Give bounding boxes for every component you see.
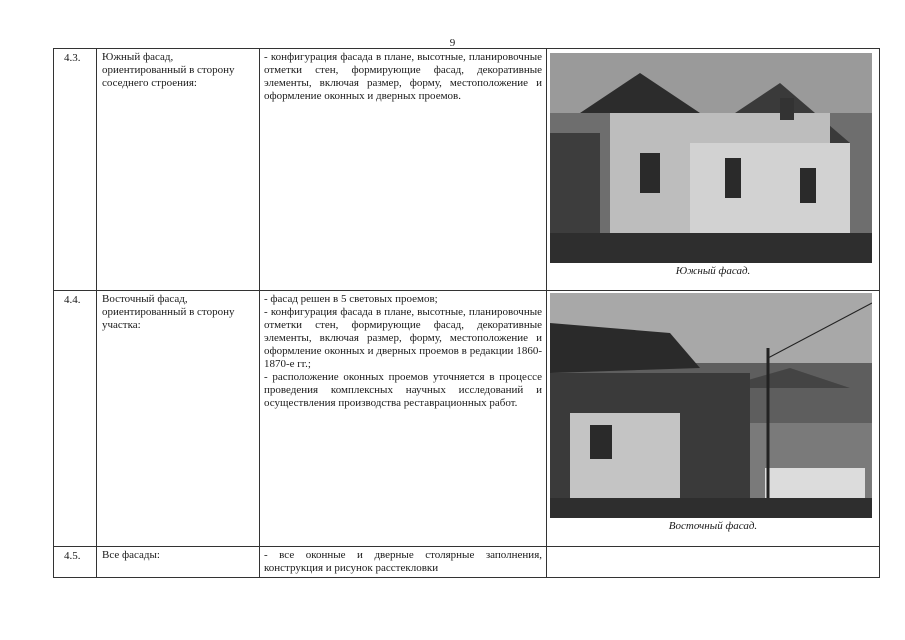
row-paragraph: - расположение оконных проемов уточняется в процессе проведения комплексных научных исследований и осуществления производства реставрационных работ. (264, 371, 542, 409)
row-text-cell (260, 291, 547, 547)
photo-caption: Восточный фасад. (668, 520, 758, 532)
row-number: 4.5. (64, 550, 81, 562)
row-paragraph: - все оконные и дверные столярные заполнения, конструкция и рисунок расстекловки (264, 549, 542, 574)
row-paragraph: - конфигурация фасада в плане, высотные, планировочные отметки стен, формирующие фасад, декоративные элементы, включая размер, форму, местоположение и оформление оконных и дверных проемов в редакции 1860-1870-е гг.; (264, 306, 542, 370)
row-name: Южный фасад, ориентированный в сторону соседнего строения: (102, 51, 235, 89)
row-name-cell (97, 291, 260, 547)
row-name: Восточный фасад, ориентированный в сторону участка: (102, 293, 235, 331)
row-number-cell (54, 291, 97, 547)
row-text-cell (260, 547, 547, 578)
row-text (260, 547, 546, 575)
table-row (54, 547, 880, 578)
row-text (260, 291, 546, 410)
row-number: 4.4. (64, 294, 81, 306)
row-name-cell (97, 49, 260, 291)
photo-caption: Южный фасад. (675, 265, 751, 277)
row-number: 4.3. (64, 52, 81, 64)
row-paragraph: - фасад решен в 5 световых проемов; (264, 293, 438, 305)
requirements-table (53, 48, 880, 578)
row-text (260, 49, 546, 103)
table-row (54, 291, 880, 547)
row-name: Все фасады: (102, 549, 160, 561)
page-number: 9 (449, 37, 456, 49)
south-facade-photo (550, 53, 872, 263)
row-photo-cell (547, 291, 880, 547)
row-number-cell (54, 547, 97, 578)
row-text-cell (260, 49, 547, 291)
row-name-cell (97, 547, 260, 578)
row-photo-cell (547, 49, 880, 291)
table-row (54, 49, 880, 291)
row-number-cell (54, 49, 97, 291)
row-photo-cell (547, 547, 880, 578)
east-facade-photo (550, 293, 872, 518)
row-paragraph: - конфигурация фасада в плане, высотные, планировочные отметки стен, формирующие фасад, декоративные элементы, включая размер, форму, местоположение и оформление оконных и дверных проемов. (264, 51, 542, 102)
